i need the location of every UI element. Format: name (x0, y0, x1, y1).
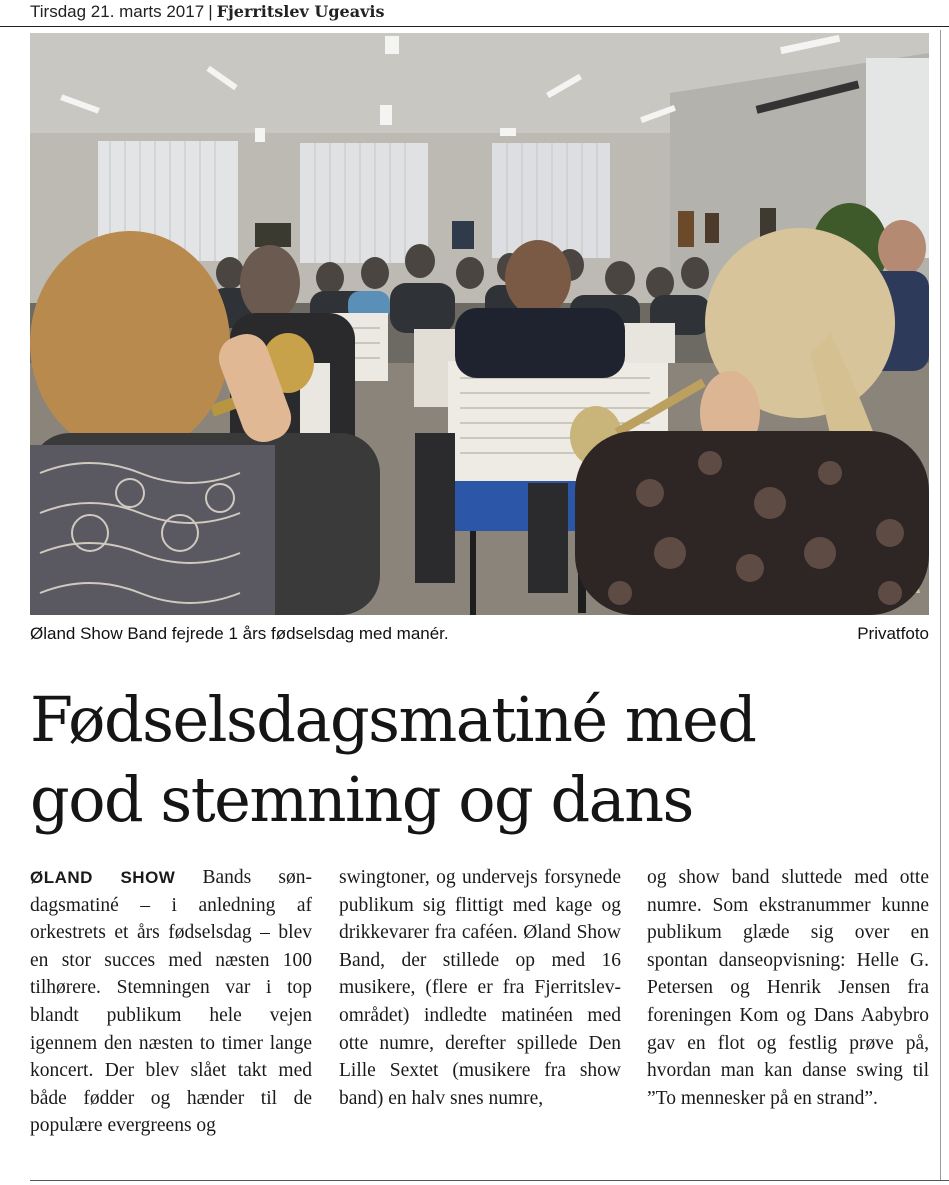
bottom-divider (30, 1180, 949, 1181)
column-1-text: Bands søndagsmatiné – i anledning af orkestrets et års fødselsdag – blev en stor succes med næsten 100 tilhørere. Stemningen var i top blandt publikum hele vejen igennem den næsten to timer lange koncert. Der blev slået takt med både fødder og hænder til de populære evergreens og (30, 867, 313, 1137)
article-column-1 (30, 864, 312, 1140)
photo-credit: Privatfoto (857, 624, 929, 643)
header-separator: | (208, 2, 213, 21)
concert-photo (30, 33, 929, 615)
headline-line-1: Fødselsdagsmatiné med (30, 683, 756, 756)
photo-caption: Øland Show Band fejrede 1 års fødselsdag med manér. (30, 624, 449, 643)
newspaper-name: Fjerritslev Ugeavis (216, 2, 385, 21)
issue-date: Tirsdag 21. marts 2017 (30, 2, 205, 21)
article-headline (30, 680, 935, 840)
article-body (30, 864, 929, 1164)
article-column-3: og show band sluttede med otte numre. Som ekstranummer kunne publikum glæde sig over en spontan danseopvisning: Helle G. Petersen og Henrik Jensen fra foreningen Kom og Dans Aabybro gav en flot og festlig prøve på, hvordan man kan danse swing til ”To mennesker på en strand”. (647, 867, 929, 1109)
article-column-2: swingtoner, og undervejs forsynede publikum sig flittigt med kage og drikkevarer fra caféen. Øland Show Band, der stillede op med 16 musikere, (flere er fra Fjerritslev-området) indledte matinéen med otte numre, derefter spillede Den Lille Sextet (musikere fra show band) en halv snes numre, (339, 867, 621, 1109)
article-lead: ØLAND SHOW (30, 868, 176, 887)
photo-caption-row (30, 624, 929, 650)
page-header (0, 0, 949, 27)
headline-line-2: god stemning og dans (30, 763, 693, 836)
page-edge (940, 30, 941, 1180)
